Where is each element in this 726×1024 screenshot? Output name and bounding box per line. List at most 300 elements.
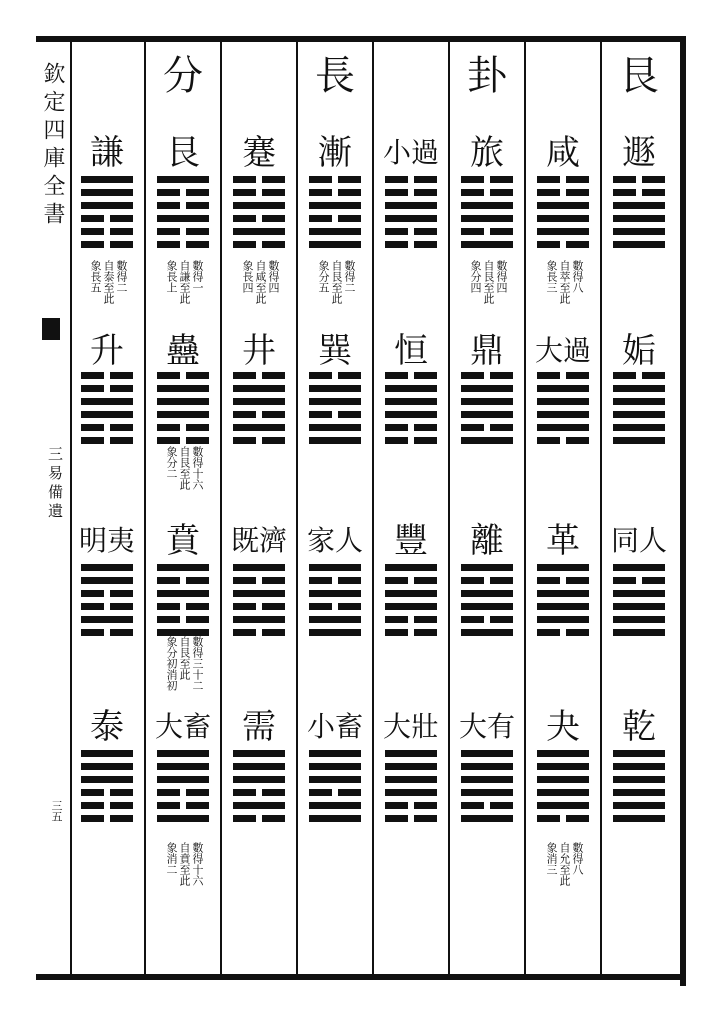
yin-line [233, 189, 285, 196]
yin-line [157, 802, 209, 809]
yang-line [613, 398, 665, 405]
yang-line [461, 398, 513, 405]
hexagram-symbol [537, 564, 589, 642]
yin-line [157, 241, 209, 248]
hexagram-symbol [385, 564, 437, 642]
yin-line [233, 577, 285, 584]
yin-line [81, 802, 133, 809]
yang-line [81, 750, 133, 757]
annotation-line: 自艮至此 [178, 636, 191, 680]
yin-line [81, 603, 133, 610]
hexagram-symbol [309, 564, 361, 642]
yang-line [537, 411, 589, 418]
yang-line [461, 411, 513, 418]
hexagram-symbol [385, 176, 437, 254]
yang-line [233, 424, 285, 431]
yang-line [81, 577, 133, 584]
yang-line [233, 398, 285, 405]
yin-line [385, 228, 437, 235]
yin-line [81, 815, 133, 822]
yin-line [157, 189, 209, 196]
annotation-line: 數得二 [115, 260, 128, 293]
yin-line [385, 437, 437, 444]
yang-line [461, 437, 513, 444]
yin-line [309, 215, 361, 222]
yang-line [233, 776, 285, 783]
yin-line [157, 577, 209, 584]
yin-line [81, 590, 133, 597]
yang-line [461, 564, 513, 571]
yang-line [385, 202, 437, 209]
hexagram-name: 小畜 [306, 710, 363, 743]
yang-line [157, 776, 209, 783]
hexagram-symbol [157, 750, 209, 828]
annotation-line: 自艮至此 [482, 260, 495, 304]
yin-line [461, 577, 513, 584]
yang-line [461, 629, 513, 636]
hexagram-symbol [537, 372, 589, 450]
yang-line [233, 616, 285, 623]
yang-line [233, 750, 285, 757]
yin-line [157, 228, 209, 235]
yang-line [157, 215, 209, 222]
hexagram-name: 蹇 [242, 133, 276, 173]
yang-line [309, 202, 361, 209]
hexagram-symbol [385, 750, 437, 828]
yang-line [81, 616, 133, 623]
yang-line [309, 241, 361, 248]
yang-line [613, 215, 665, 222]
margin-page-number: 三五 [50, 800, 63, 822]
annotation-line: 數得十六 [191, 842, 204, 886]
yang-line [233, 202, 285, 209]
yang-line [461, 776, 513, 783]
yin-line [613, 372, 665, 379]
yang-line [537, 202, 589, 209]
yang-line [461, 241, 513, 248]
yin-line [461, 372, 513, 379]
hexagram-name: 既濟 [230, 524, 287, 557]
hexagram-name: 鼎 [470, 331, 504, 371]
hexagram-symbol [157, 176, 209, 254]
annotation-note [544, 260, 584, 330]
hexagram-symbol [157, 372, 209, 450]
hexagram-name: 恒 [394, 331, 428, 371]
hexagram-symbol [81, 750, 133, 828]
yang-line [309, 385, 361, 392]
yin-line [309, 189, 361, 196]
yang-line [385, 398, 437, 405]
yang-line [81, 411, 133, 418]
yang-line [537, 603, 589, 610]
yang-line [81, 776, 133, 783]
yin-line [157, 616, 209, 623]
hexagram-symbol [309, 176, 361, 254]
yin-line [81, 241, 133, 248]
yin-line [385, 176, 437, 183]
yang-line [81, 398, 133, 405]
yang-line [385, 385, 437, 392]
annotation-line: 象長上 [165, 260, 178, 293]
hexagram-symbol [537, 750, 589, 828]
yang-line [309, 776, 361, 783]
yin-line [233, 176, 285, 183]
yang-line [385, 776, 437, 783]
yin-line [309, 372, 361, 379]
annotation-note [164, 446, 204, 516]
yin-line [461, 189, 513, 196]
hexagram-name: 家人 [306, 524, 363, 557]
annotation-line: 數得二 [343, 260, 356, 293]
yang-line [157, 564, 209, 571]
annotation-line: 數得一 [191, 260, 204, 293]
hexagram-name: 乾 [622, 707, 656, 747]
annotation-line: 自萃至此 [558, 260, 571, 304]
hexagram-name: 旅 [470, 133, 504, 173]
hexagram-symbol [461, 564, 513, 642]
yin-line [233, 789, 285, 796]
hexagram-symbol [461, 176, 513, 254]
hexagram-symbol [233, 372, 285, 450]
column-heading: 長 [315, 53, 355, 99]
hexagram-column [298, 42, 372, 974]
yang-line [233, 385, 285, 392]
yang-line [613, 564, 665, 571]
hexagram-name: 泰 [90, 707, 124, 747]
column-heading: 分 [163, 53, 203, 99]
yin-line [157, 437, 209, 444]
annotation-line: 象長三 [545, 260, 558, 293]
yang-line [461, 385, 513, 392]
yang-line [537, 228, 589, 235]
frame-right-border [680, 36, 686, 986]
yin-line [461, 802, 513, 809]
yang-line [537, 750, 589, 757]
hexagram-symbol [461, 750, 513, 828]
yang-line [537, 564, 589, 571]
yang-line [385, 411, 437, 418]
yang-line [613, 815, 665, 822]
annotation-note [164, 260, 204, 330]
annotation-line: 象分五 [317, 260, 330, 293]
column-heading: 卦 [467, 53, 507, 99]
yang-line [613, 385, 665, 392]
yang-line [309, 629, 361, 636]
yin-line [81, 215, 133, 222]
hexagram-name: 謙 [90, 133, 124, 173]
hexagram-name: 需 [242, 707, 276, 747]
hexagram-symbol [385, 372, 437, 450]
yang-line [233, 564, 285, 571]
yin-line [157, 202, 209, 209]
yang-line [157, 629, 209, 636]
yang-line [81, 189, 133, 196]
yang-line [613, 750, 665, 757]
yang-line [613, 616, 665, 623]
yang-line [613, 603, 665, 610]
hexagram-name: 咸 [546, 133, 580, 173]
yang-line [309, 815, 361, 822]
annotation-line: 自泰至此 [102, 260, 115, 304]
hexagram-symbol [309, 750, 361, 828]
yin-line [537, 437, 589, 444]
hexagram-name: 巽 [318, 331, 352, 371]
yin-line [157, 789, 209, 796]
yin-line [537, 629, 589, 636]
hexagram-symbol [81, 564, 133, 642]
yang-line [157, 815, 209, 822]
yin-line [233, 437, 285, 444]
yang-line [81, 564, 133, 571]
yang-line [613, 802, 665, 809]
yang-line [385, 215, 437, 222]
yin-line [613, 189, 665, 196]
hexagram-column [222, 42, 296, 974]
yang-line [81, 202, 133, 209]
hexagram-name: 離 [470, 521, 504, 561]
hexagram-name: 大有 [458, 710, 515, 743]
yin-line [309, 789, 361, 796]
yin-line [81, 629, 133, 636]
yang-line [461, 763, 513, 770]
yang-line [157, 411, 209, 418]
yin-line [157, 424, 209, 431]
hexagram-column [146, 42, 220, 974]
yang-line [613, 228, 665, 235]
hexagram-name: 豐 [394, 521, 428, 561]
hexagram-symbol [233, 176, 285, 254]
hexagram-name: 遯 [622, 133, 656, 173]
yang-line [157, 750, 209, 757]
yin-line [81, 789, 133, 796]
yang-line [309, 228, 361, 235]
yin-line [233, 629, 285, 636]
yang-line [537, 802, 589, 809]
yang-line [537, 385, 589, 392]
yang-line [613, 241, 665, 248]
annotation-line: 數得十六 [191, 446, 204, 490]
yin-line [537, 815, 589, 822]
yang-line [233, 228, 285, 235]
yin-line [613, 176, 665, 183]
margin-book-title: 欽定四庫全書 [40, 62, 65, 230]
yang-line [613, 424, 665, 431]
yang-line [81, 176, 133, 183]
hexagram-symbol [81, 176, 133, 254]
annotation-line: 自賁至此 [178, 842, 191, 886]
annotation-note [164, 636, 204, 706]
yang-line [461, 603, 513, 610]
yin-line [461, 176, 513, 183]
yin-line [81, 437, 133, 444]
yin-line [385, 616, 437, 623]
annotation-line: 象分初消初 [165, 636, 178, 691]
hexagram-name: 大壯 [382, 710, 439, 743]
yang-line [233, 590, 285, 597]
yin-line [309, 577, 361, 584]
yang-line [537, 616, 589, 623]
yang-line [157, 385, 209, 392]
hexagram-name: 蠱 [166, 331, 200, 371]
yang-line [157, 176, 209, 183]
annotation-note [164, 842, 204, 912]
yang-line [81, 763, 133, 770]
hexagram-name: 大畜 [154, 710, 211, 743]
yang-line [537, 776, 589, 783]
hexagram-symbol [309, 372, 361, 450]
yin-line [233, 215, 285, 222]
annotation-line: 象長四 [241, 260, 254, 293]
yang-line [461, 215, 513, 222]
yang-line [461, 590, 513, 597]
annotation-line: 象消二 [165, 842, 178, 875]
yang-line [157, 398, 209, 405]
hexagram-name: 明夷 [78, 524, 135, 557]
yin-line [233, 372, 285, 379]
hexagram-name: 賁 [166, 521, 200, 561]
yin-line [385, 241, 437, 248]
yang-line [309, 437, 361, 444]
yang-line [385, 750, 437, 757]
hexagram-symbol [613, 564, 665, 642]
yang-line [309, 763, 361, 770]
annotation-line: 數得四 [267, 260, 280, 293]
yin-line [385, 802, 437, 809]
annotation-line: 數得三十二 [191, 636, 204, 691]
yin-line [537, 189, 589, 196]
hexagram-symbol [233, 750, 285, 828]
fish-tail-mark [42, 318, 60, 340]
yang-line [385, 763, 437, 770]
yin-line [537, 176, 589, 183]
yin-line [81, 424, 133, 431]
yang-line [385, 564, 437, 571]
yin-line [461, 616, 513, 623]
yin-line [233, 241, 285, 248]
yin-line [461, 424, 513, 431]
yang-line [309, 398, 361, 405]
annotation-note [468, 260, 508, 330]
yang-line [309, 564, 361, 571]
yin-line [613, 577, 665, 584]
yin-line [233, 411, 285, 418]
hexagram-column [374, 42, 448, 974]
margin-subtitle: 三易備遺 [46, 446, 64, 522]
yin-line [81, 385, 133, 392]
yang-line [613, 629, 665, 636]
yin-line [81, 372, 133, 379]
yang-line [157, 763, 209, 770]
yin-line [157, 603, 209, 610]
yang-line [613, 763, 665, 770]
yin-line [385, 189, 437, 196]
yang-line [385, 603, 437, 610]
hexagram-symbol [613, 372, 665, 450]
yang-line [309, 802, 361, 809]
hexagram-name: 艮 [166, 133, 200, 173]
hexagram-name: 大過 [534, 334, 591, 367]
yin-line [385, 815, 437, 822]
annotation-line: 自艮至此 [178, 446, 191, 490]
yin-line [385, 424, 437, 431]
yin-line [537, 577, 589, 584]
hexagram-symbol [537, 176, 589, 254]
yin-line [309, 603, 361, 610]
hexagram-name: 夬 [546, 707, 580, 747]
annotation-line: 數得四 [495, 260, 508, 293]
hexagram-symbol [613, 176, 665, 254]
hexagram-column [70, 42, 144, 974]
yang-line [461, 202, 513, 209]
hexagram-symbol [81, 372, 133, 450]
annotation-line: 自謙至此 [178, 260, 191, 304]
yin-line [385, 629, 437, 636]
yang-line [309, 424, 361, 431]
annotation-line: 數得八 [571, 260, 584, 293]
hexagram-name: 姤 [622, 331, 656, 371]
yin-line [461, 228, 513, 235]
column-heading: 艮 [619, 53, 659, 99]
yang-line [537, 590, 589, 597]
hexagram-name: 漸 [318, 133, 352, 173]
yin-line [157, 372, 209, 379]
yin-line [309, 411, 361, 418]
hexagram-name: 小過 [382, 136, 439, 169]
yang-line [613, 411, 665, 418]
yang-line [613, 202, 665, 209]
yang-line [385, 590, 437, 597]
yang-line [309, 590, 361, 597]
annotation-line: 象消三 [545, 842, 558, 875]
hexagram-name: 井 [242, 331, 276, 371]
hexagram-name: 升 [90, 331, 124, 371]
yang-line [385, 789, 437, 796]
yin-line [385, 577, 437, 584]
annotation-note [316, 260, 356, 330]
annotation-line: 象分四 [469, 260, 482, 293]
yin-line [233, 815, 285, 822]
yin-line [537, 241, 589, 248]
annotation-line: 自允至此 [558, 842, 571, 886]
yin-line [309, 176, 361, 183]
annotation-line: 象分二 [165, 446, 178, 479]
annotation-line: 自艮至此 [330, 260, 343, 304]
hexagram-column [602, 42, 676, 974]
yang-line [309, 616, 361, 623]
yang-line [157, 590, 209, 597]
yin-line [385, 372, 437, 379]
yang-line [233, 763, 285, 770]
yang-line [537, 789, 589, 796]
yin-line [537, 372, 589, 379]
annotation-note [88, 260, 128, 330]
yin-line [81, 228, 133, 235]
yang-line [537, 763, 589, 770]
annotation-line: 象長五 [89, 260, 102, 293]
annotation-note [240, 260, 280, 330]
yang-line [461, 815, 513, 822]
yin-line [233, 603, 285, 610]
yang-line [613, 437, 665, 444]
hexagram-symbol [461, 372, 513, 450]
hexagram-symbol [613, 750, 665, 828]
yang-line [613, 789, 665, 796]
annotation-line: 自咸至此 [254, 260, 267, 304]
yang-line [613, 590, 665, 597]
yang-line [461, 750, 513, 757]
hexagram-symbol [157, 564, 209, 642]
hexagram-name: 革 [546, 521, 580, 561]
